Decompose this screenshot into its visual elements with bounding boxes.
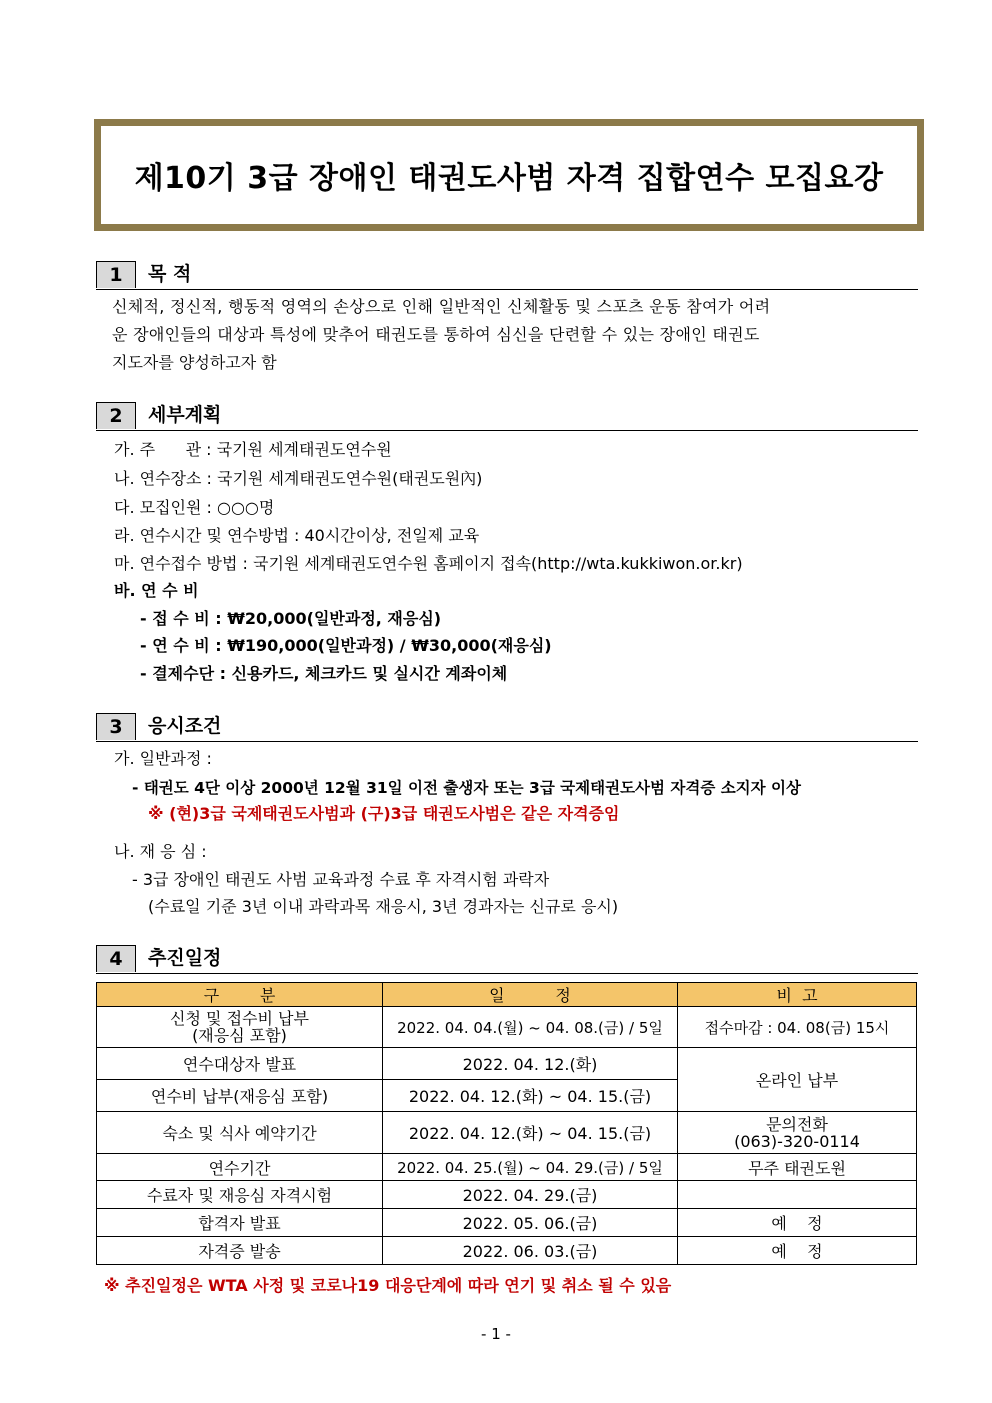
header-note: 비 고	[678, 983, 917, 1007]
table-header-row	[97, 983, 917, 1007]
plan-item-registration: 마. 연수접수 방법 : 국기원 세계태권도연수원 홈페이지 접속(http://wta.kukkiwon.or.kr)	[114, 554, 743, 573]
row-date: 2022. 05. 06.(금)	[383, 1209, 678, 1237]
plan-item-host: 가. 주 관 : 국기원 세계태권도연수원	[114, 440, 392, 459]
row-category: 자격증 발송	[97, 1237, 383, 1265]
row-category-line2: (재응심 포함)	[192, 1026, 287, 1045]
header-category: 구 분	[97, 983, 383, 1007]
section-title: 목 적	[148, 263, 192, 285]
page-number: - 1 -	[481, 1325, 511, 1343]
row-date: 2022. 04. 04.(월) ~ 04. 08.(금) / 5일	[383, 1007, 678, 1048]
table-row	[97, 1209, 917, 1237]
fee-training: - 연 수 비 : ₩190,000(일반과정) / ₩30,000(재응심)	[140, 636, 552, 655]
plan-item-venue: 나. 연수장소 : 국기원 세계태권도연수원(태권도원內)	[114, 469, 483, 488]
retake-heading: 나. 재 응 심 :	[114, 842, 207, 861]
section-title: 추진일정	[148, 947, 222, 969]
row-date: 2022. 04. 29.(금)	[383, 1181, 678, 1209]
page-title: 제10기 3급 장애인 태권도사범 자격 집합연수 모집요강	[134, 161, 884, 196]
section-4-header	[96, 945, 918, 974]
section-number: 4	[96, 945, 136, 972]
section-number: 1	[96, 261, 136, 288]
row-category: 숙소 및 식사 예약기간	[97, 1112, 383, 1154]
fee-heading: 바. 연 수 비	[114, 581, 199, 600]
row-note	[678, 1112, 917, 1154]
table-row	[97, 1154, 917, 1181]
row-category: 연수비 납부(재응심 포함)	[97, 1080, 383, 1112]
row-date: 2022. 04. 12.(화) ~ 04. 15.(금)	[383, 1112, 678, 1154]
section-1-header	[96, 261, 918, 290]
row-date: 2022. 04. 12.(화)	[383, 1048, 678, 1080]
schedule-table	[96, 982, 917, 1265]
row-note: 접수마감 : 04. 08(금) 15시	[678, 1007, 917, 1048]
section-title: 세부계획	[148, 404, 222, 426]
row-note-line2: (063)-320-0114	[734, 1131, 860, 1151]
row-date: 2022. 04. 12.(화) ~ 04. 15.(금)	[383, 1080, 678, 1112]
retake-requirement: - 3급 장애인 태권도 사범 교육과정 수료 후 자격시험 과락자	[132, 870, 550, 889]
section-3-header	[96, 713, 918, 742]
row-category-line1: 신청 및 접수비 납부	[170, 1009, 309, 1028]
row-category	[97, 1007, 383, 1048]
section-title: 응시조건	[148, 715, 222, 737]
table-row	[97, 1237, 917, 1265]
header-date: 일 정	[383, 983, 678, 1007]
row-category: 수료자 및 재응심 자격시험	[97, 1181, 383, 1209]
table-row	[97, 1007, 917, 1048]
table-row	[97, 1181, 917, 1209]
section-number: 2	[96, 402, 136, 429]
row-note-line1: 문의전화	[766, 1114, 828, 1134]
row-category: 합격자 발표	[97, 1209, 383, 1237]
purpose-line-1: 신체적, 정신적, 행동적 영역의 손상으로 인해 일반적인 신체활동 및 스포츠 운동 참여가 어려	[112, 297, 771, 316]
row-note: 예 정	[678, 1209, 917, 1237]
retake-note: (수료일 기준 3년 이내 과락과목 재응시, 3년 경과자는 신규로 응시)	[148, 897, 619, 916]
row-date: 2022. 04. 25.(월) ~ 04. 29.(금) / 5일	[383, 1154, 678, 1181]
purpose-line-2: 운 장애인들의 대상과 특성에 맞추어 태권도를 통하여 심신을 단련할 수 있는 장애인 태권도	[112, 325, 760, 344]
fee-application: - 접 수 비 : ₩20,000(일반과정, 재응심)	[140, 609, 442, 628]
row-date: 2022. 06. 03.(금)	[383, 1237, 678, 1265]
schedule-notice: ※ 추진일정은 WTA 사정 및 코로나19 대응단계에 따라 연기 및 취소 될 수 있음	[104, 1276, 672, 1295]
row-note: 온라인 납부	[678, 1048, 917, 1112]
row-note	[678, 1181, 917, 1209]
row-category: 연수대상자 발표	[97, 1048, 383, 1080]
section-2-header	[96, 402, 918, 431]
title-box	[94, 119, 924, 231]
row-note: 무주 태권도원	[678, 1154, 917, 1181]
plan-item-capacity: 다. 모집인원 : ○○○명	[114, 498, 275, 517]
row-category: 연수기간	[97, 1154, 383, 1181]
row-note: 예 정	[678, 1237, 917, 1265]
general-course-heading: 가. 일반과정 :	[114, 749, 212, 768]
section-number: 3	[96, 713, 136, 740]
table-row	[97, 1048, 917, 1080]
plan-item-hours: 라. 연수시간 및 연수방법 : 40시간이상, 전일제 교육	[114, 526, 480, 545]
purpose-line-3: 지도자를 양성하고자 함	[112, 353, 277, 372]
table-row	[97, 1112, 917, 1154]
general-course-note: ※ (현)3급 국제태권도사범과 (구)3급 태권도사범은 같은 자격증임	[148, 804, 620, 823]
general-course-requirement: - 태권도 4단 이상 2000년 12월 31일 이전 출생자 또는 3급 국제태권도사범 자격증 소지자 이상	[132, 779, 801, 797]
fee-payment-method: - 결제수단 : 신용카드, 체크카드 및 실시간 계좌이체	[140, 664, 508, 683]
